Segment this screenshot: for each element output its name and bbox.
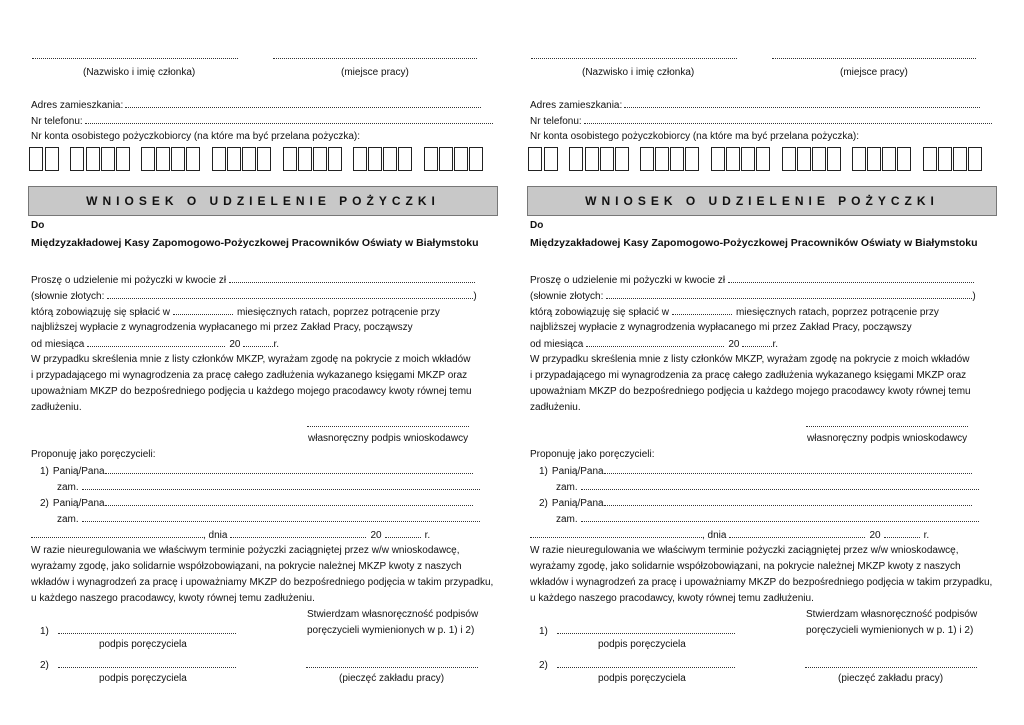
guarantee-line-4: u każdego naszego pracodawcy, kwoty równej temu zadłużeniu. <box>530 593 814 604</box>
certify-line-2: poręczycieli wymienionych w p. 1) i 2) <box>307 625 475 636</box>
workplace-label: (miejsce pracy) <box>341 67 409 78</box>
amount-row[interactable]: Proszę o udzielenie mi pożyczki w kwocie zł <box>530 274 974 287</box>
start-month-row[interactable]: od miesiąca 20 r. <box>31 339 280 350</box>
place-date-row[interactable]: , dnia 20 r. <box>530 529 929 542</box>
consent-line-1: W przypadku skreślenia mnie z listy członków MKZP, wyrażam zgodę na pokrycie z moich wkładów <box>31 354 471 365</box>
account-label: Nr konta osobistego pożyczkobiorcy (na które ma być przelana pożyczka): <box>530 131 860 142</box>
repayment-text: najbliższej wypłacie z wynagrodzenia wypłacanego mi przez Zakład Pracy, począwszy <box>31 322 413 333</box>
workplace-line[interactable] <box>772 50 976 63</box>
addressee-to: Do <box>31 220 45 231</box>
form-title-banner: WNIOSEK O UDZIELENIE POŻYCZKI <box>527 186 997 216</box>
form-title-banner: WNIOSEK O UDZIELENIE POŻYCZKI <box>28 186 498 216</box>
consent-line-4: zadłużeniu. <box>31 402 82 413</box>
guarantor-2-signature-line[interactable]: 2) <box>539 659 735 672</box>
repayment-text: najbliższej wypłacie z wynagrodzenia wypłacanego mi przez Zakład Pracy, począwszy <box>530 322 912 333</box>
member-name-line[interactable] <box>531 50 737 63</box>
member-name-label: (Nazwisko i imię członka) <box>83 67 196 78</box>
guarantee-line-1: W razie nieuregulowania we właściwym terminie pożyczki zaciągniętej przez w/w wnioskodawcę, <box>31 545 460 556</box>
guarantee-line-4: u każdego naszego pracodawcy, kwoty równej temu zadłużeniu. <box>31 593 315 604</box>
amount-words-row[interactable]: (słownie złotych: ) <box>530 291 976 302</box>
certify-line-2: poręczycieli wymienionych w p. 1) i 2) <box>806 625 974 636</box>
account-label: Nr konta osobistego pożyczkobiorcy (na które ma być przelana pożyczka): <box>31 131 361 142</box>
guarantee-line-3: wkładów i wynagrodzeń za pracę i upoważniamy MKZP do bezpośredniego podjęcia w takim przypadku, <box>530 577 993 588</box>
member-name-label: (Nazwisko i imię członka) <box>582 67 695 78</box>
form-left <box>28 0 502 725</box>
applicant-signature-line[interactable] <box>806 418 968 431</box>
institution-name: Międzyzakładowej Kasy Zapomogowo-Pożyczkowej Pracowników Oświaty w Białymstoku <box>530 237 978 249</box>
start-month-row[interactable]: od miesiąca 20 r. <box>530 339 779 350</box>
guarantee-line-2: wyrażamy zgodę, jako solidarnie współzobowiązani, na pokrycie należnej MKZP kwoty z naszych <box>31 561 462 572</box>
guarantee-line-1: W razie nieuregulowania we właściwym terminie pożyczki zaciągniętej przez w/w wnioskodawcę, <box>530 545 959 556</box>
guarantor-2-signature-label: podpis poręczyciela <box>99 673 187 684</box>
guarantor-1-signature-line[interactable]: 1) <box>40 625 236 638</box>
certify-line-1: Stwierdzam własnoręczność podpisów <box>806 609 978 620</box>
institution-name: Międzyzakładowej Kasy Zapomogowo-Pożyczkowej Pracowników Oświaty w Białymstoku <box>31 237 479 249</box>
workplace-label: (miejsce pracy) <box>840 67 908 78</box>
guarantor-1-address-row[interactable]: zam. <box>556 481 979 494</box>
employer-stamp-label: (pieczęć zakładu pracy) <box>339 673 445 684</box>
guarantor-1-address-row[interactable]: zam. <box>57 481 480 494</box>
installments-row[interactable]: którą zobowiązuję się spłacić w miesięcznych ratach, poprzez potrącenie przy <box>530 307 939 318</box>
guarantor-1-signature-label: podpis poręczyciela <box>99 639 187 650</box>
phone-row[interactable]: Nr telefonu: <box>31 115 493 128</box>
consent-line-3: upoważniam MKZP do bezpośredniego podjęcia u każdego mojego pracodawcy kwoty równej temu <box>31 386 472 397</box>
applicant-signature-label: własnoręczny podpis wnioskodawcy <box>807 433 968 444</box>
guarantor-2-address-row[interactable]: zam. <box>556 513 979 526</box>
guarantor-1-signature-line[interactable]: 1) <box>539 625 735 638</box>
consent-line-1: W przypadku skreślenia mnie z listy członków MKZP, wyrażam zgodę na pokrycie z moich wkładów <box>530 354 970 365</box>
workplace-line[interactable] <box>273 50 477 63</box>
guarantor-1-signature-label: podpis poręczyciela <box>598 639 686 650</box>
guarantor-2-signature-label: podpis poręczyciela <box>598 673 686 684</box>
guarantor-1-name-row[interactable]: 1) Panią/Pana <box>40 465 473 478</box>
account-number-boxes[interactable] <box>527 147 1001 171</box>
addressee-to: Do <box>530 220 544 231</box>
certify-line-1: Stwierdzam własnoręczność podpisów <box>307 609 479 620</box>
account-number-boxes[interactable] <box>28 147 502 171</box>
consent-line-4: zadłużeniu. <box>530 402 581 413</box>
guarantor-2-name-row[interactable]: 2) Panią/Pana <box>40 497 473 510</box>
amount-row[interactable]: Proszę o udzielenie mi pożyczki w kwocie zł <box>31 274 475 287</box>
address-row[interactable]: Adres zamieszkania: <box>31 99 481 112</box>
guarantee-line-2: wyrażamy zgodę, jako solidarnie współzobowiązani, na pokrycie należnej MKZP kwoty z naszych <box>530 561 961 572</box>
guarantor-2-name-row[interactable]: 2) Panią/Pana <box>539 497 972 510</box>
employer-stamp-label: (pieczęć zakładu pracy) <box>838 673 944 684</box>
form-right <box>527 0 1001 725</box>
guarantor-2-signature-line[interactable]: 2) <box>40 659 236 672</box>
member-name-line[interactable] <box>32 50 238 63</box>
place-date-row[interactable]: , dnia 20 r. <box>31 529 430 542</box>
guarantor-1-name-row[interactable]: 1) Panią/Pana <box>539 465 972 478</box>
guarantors-heading: Proponuję jako poręczycieli: <box>530 449 655 460</box>
address-row[interactable]: Adres zamieszkania: <box>530 99 980 112</box>
guarantors-heading: Proponuję jako poręczycieli: <box>31 449 156 460</box>
consent-line-2: i przypadającego mi wynagrodzenia za pracę całego zadłużenia wykazanego księgami MKZP oraz <box>530 370 967 381</box>
consent-line-3: upoważniam MKZP do bezpośredniego podjęcia u każdego mojego pracodawcy kwoty równej temu <box>530 386 971 397</box>
employer-stamp-line[interactable] <box>306 659 478 672</box>
installments-row[interactable]: którą zobowiązuję się spłacić w miesięcznych ratach, poprzez potrącenie przy <box>31 307 440 318</box>
consent-line-2: i przypadającego mi wynagrodzenia za pracę całego zadłużenia wykazanego księgami MKZP oraz <box>31 370 468 381</box>
amount-words-row[interactable]: (słownie złotych: ) <box>31 291 477 302</box>
guarantee-line-3: wkładów i wynagrodzeń za pracę i upoważniamy MKZP do bezpośredniego podjęcia w takim przypadku, <box>31 577 494 588</box>
applicant-signature-line[interactable] <box>307 418 469 431</box>
phone-row[interactable]: Nr telefonu: <box>530 115 992 128</box>
applicant-signature-label: własnoręczny podpis wnioskodawcy <box>308 433 469 444</box>
employer-stamp-line[interactable] <box>805 659 977 672</box>
guarantor-2-address-row[interactable]: zam. <box>57 513 480 526</box>
